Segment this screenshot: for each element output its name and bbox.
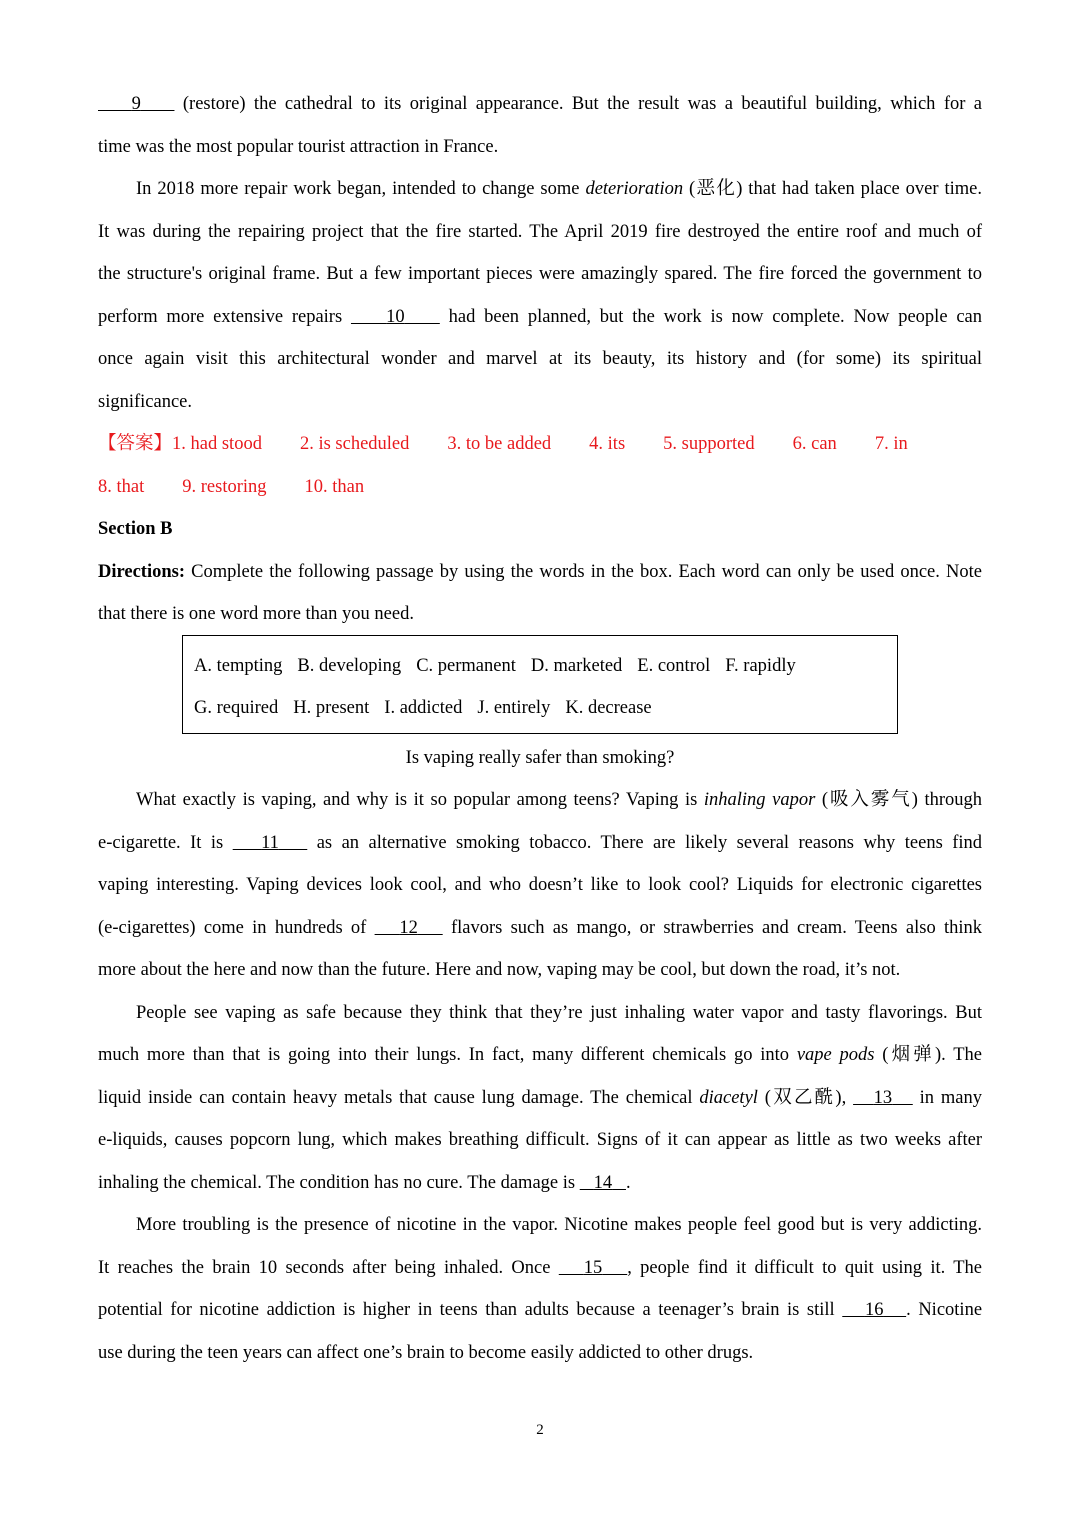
passage-p1-line3: vaping interesting. Vaping devices look cool, and who doesn’t like to look cool? Liquids for electronic cigarettes <box>98 875 982 895</box>
blank-15: 15 <box>583 1258 603 1278</box>
para-2018-line6: significance. <box>98 392 192 412</box>
passage-title: Is vaping really safer than smoking? <box>405 748 675 768</box>
para-2018-line3: the structure's original frame. But a few important pieces were amazingly spared. The fire forced the government to <box>98 264 982 284</box>
passage-p2-line4: e-liquids, causes popcorn lung, which makes breathing difficult. Signs of it can appear as little as two weeks after <box>98 1130 982 1150</box>
word-option: A. tempting <box>194 656 283 676</box>
passage-p2-line5: inhaling the chemical. The condition has no cure. The damage is 14 . <box>98 1173 631 1193</box>
para-restore-line2: time was the most popular tourist attraction in France. <box>98 137 499 157</box>
page-number: 2 <box>536 1422 544 1438</box>
word-option: I. addicted <box>384 698 463 718</box>
word-box <box>182 635 898 734</box>
blank-12: 12 <box>399 918 418 938</box>
blank-14: 14 <box>593 1173 613 1193</box>
word-option: H. present <box>293 698 370 718</box>
passage-p1-line4: (e-cigarettes) come in hundreds of 12 flavors such as mango, or strawberries and cream. Teens also think <box>98 918 982 938</box>
passage-p1-line5: more about the here and now than the future. Here and now, vaping may be cool, but down the road, it’s not. <box>98 960 901 980</box>
answer-item: 3. to be added <box>447 434 552 454</box>
blank-9: 9 <box>131 94 141 114</box>
word-option: E. control <box>637 656 711 676</box>
para-2018-line4: perform more extensive repairs 10 had been planned, but the work is now complete. Now people can <box>98 307 982 327</box>
answer-item: 4. its <box>589 434 626 454</box>
passage-p3-line3: potential for nicotine addiction is higher in teens than adults because a teenager’s brain is still 16 . Nicotine <box>98 1300 983 1320</box>
passage-p3-line2: It reaches the brain 10 seconds after being inhaled. Once 15 , people find it difficult to quit using it. The <box>98 1258 983 1278</box>
blank-16: 16 <box>864 1300 884 1320</box>
blank-11: 11 <box>261 833 279 853</box>
passage-p1-line1: What exactly is vaping, and why is it so popular among teens? Vaping is inhaling vapor (吸入雾气) through <box>136 790 982 810</box>
passage-p2-line3: liquid inside can contain heavy metals that cause lung damage. The chemical diacetyl (双乙酰), 13 in many <box>98 1088 982 1108</box>
passage-p2-line2: much more than that is going into their lungs. In fact, many different chemicals go into vape pods (烟弹). The <box>98 1045 982 1065</box>
word-box-row1 <box>194 653 811 679</box>
answer-item: 6. can <box>792 434 837 454</box>
blank-10: 10 <box>386 307 405 327</box>
passage-p3-line4: use during the teen years can affect one’s brain to become easily addicted to other drugs. <box>98 1343 754 1363</box>
word-option: C. permanent <box>416 656 516 676</box>
passage-p3-line1: More troubling is the presence of nicotine in the vapor. Nicotine makes people feel good but is very addicting. <box>136 1215 982 1235</box>
passage-p2-line1: People see vaping as safe because they think that they’re just inhaling water vapor and tasty flavorings. But <box>136 1003 982 1023</box>
word-box-row2 <box>194 695 667 721</box>
answer-item: 5. supported <box>663 434 755 454</box>
para-2018-line2: It was during the repairing project that the fire started. The April 2019 fire destroyed the entire roof and much of <box>98 222 982 242</box>
word-option: B. developing <box>297 656 402 676</box>
answer-key-line2 <box>98 474 982 500</box>
word-option: G. required <box>194 698 279 718</box>
word-option: J. entirely <box>477 698 551 718</box>
para-2018-line5: once again visit this architectural wonder and marvel at its beauty, its history and (for some) its spiritual <box>98 349 982 369</box>
passage-p1-line2: e-cigarette. It is 11 as an alternative smoking tobacco. There are likely several reasons why teens find <box>98 833 983 853</box>
para-2018-line1: In 2018 more repair work began, intended to change some deterioration (恶化) that had taken place over time. <box>136 179 982 199</box>
answer-label: 【答案】 <box>98 434 173 454</box>
word-option: K. decrease <box>565 698 652 718</box>
directions-line1: Directions: Complete the following passage by using the words in the box. Each word can only be used once. Note <box>98 562 982 582</box>
answer-key-line1 <box>98 431 982 457</box>
word-option: D. marketed <box>530 656 623 676</box>
para-restore-line1: 9 (restore) the cathedral to its original appearance. But the result was a beautiful building, which for a <box>98 91 982 117</box>
answer-item: 7. in <box>874 434 908 454</box>
directions-line2: that there is one word more than you need. <box>98 604 414 624</box>
answer-item: 1. had stood <box>172 434 262 454</box>
answer-item: 10. than <box>304 477 365 497</box>
section-heading: Section B <box>98 519 173 539</box>
word-option: F. rapidly <box>725 656 796 676</box>
directions-label: Directions: <box>98 562 185 582</box>
blank-13: 13 <box>873 1088 893 1108</box>
answer-item: 8. that <box>98 477 145 497</box>
answer-item: 9. restoring <box>182 477 267 497</box>
answer-item: 2. is scheduled <box>299 434 410 454</box>
